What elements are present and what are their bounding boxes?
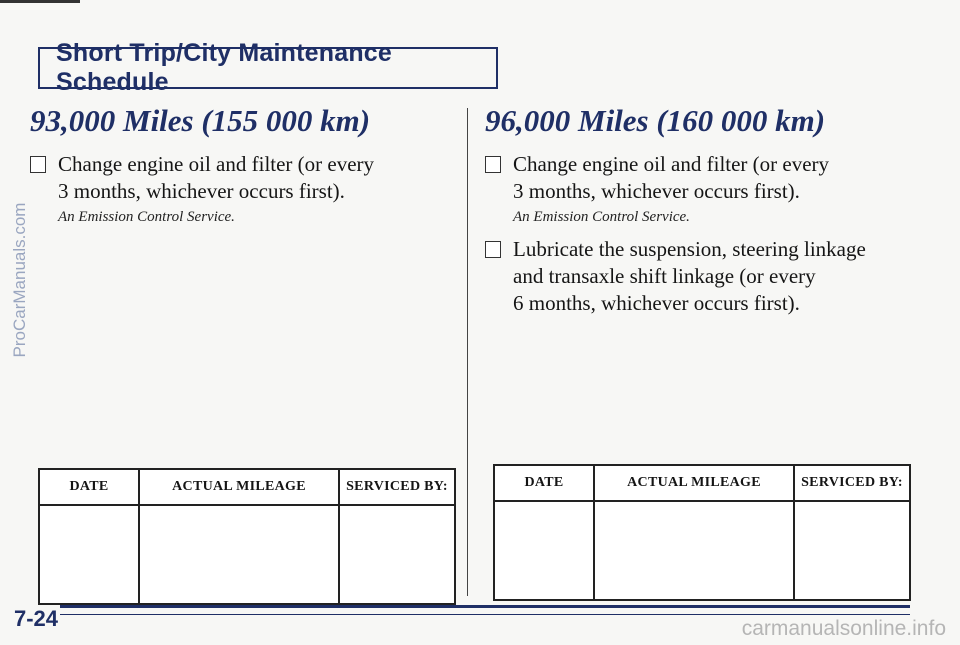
date-header: DATE [39, 469, 139, 505]
section-header [38, 39, 498, 96]
date-cell[interactable] [39, 505, 139, 604]
service-record-table-right [493, 464, 911, 601]
footer-rule-thick [60, 605, 910, 608]
serviced-by-cell[interactable] [794, 501, 910, 600]
date-header: DATE [494, 465, 594, 501]
left-mileage-heading: 93,000 Miles (155 000 km) [30, 103, 371, 138]
checklist-item: Lubricate the suspension, steering linkage and transaxle shift linkage (or every 6 months, whichever occurs first). [485, 236, 925, 317]
mileage-cell[interactable] [594, 501, 794, 600]
side-watermark: ProCarManuals.com [10, 202, 29, 358]
footer-rule-thin [60, 614, 910, 615]
column-divider [467, 108, 468, 596]
checkbox-icon[interactable] [485, 156, 501, 173]
top-rule [0, 0, 80, 3]
checkbox-icon[interactable] [485, 241, 501, 258]
footer-watermark: carmanualsonline.info [741, 617, 946, 640]
right-column [485, 103, 925, 321]
serviced-by-cell[interactable] [339, 505, 455, 604]
serviced-by-header: SERVICED BY: [794, 465, 910, 501]
checkbox-icon[interactable] [30, 156, 46, 173]
checklist-item: Change engine oil and filter (or every 3 months, whichever occurs first). [30, 151, 450, 205]
mileage-cell[interactable] [139, 505, 339, 604]
right-mileage-heading: 96,000 Miles (160 000 km) [485, 103, 826, 138]
mileage-header: ACTUAL MILEAGE [594, 465, 794, 501]
serviced-by-header: SERVICED BY: [339, 469, 455, 505]
checklist-item: Change engine oil and filter (or every 3 months, whichever occurs first). [485, 151, 925, 205]
emission-note: An Emission Control Service. [513, 209, 690, 225]
section-title: Short Trip/City Maintenance Schedule [56, 39, 393, 96]
left-column [30, 103, 450, 236]
mileage-header: ACTUAL MILEAGE [139, 469, 339, 505]
date-cell[interactable] [494, 501, 594, 600]
emission-note: An Emission Control Service. [58, 209, 235, 225]
page-number: 7-24 [14, 606, 59, 631]
service-record-table-left [38, 468, 456, 605]
